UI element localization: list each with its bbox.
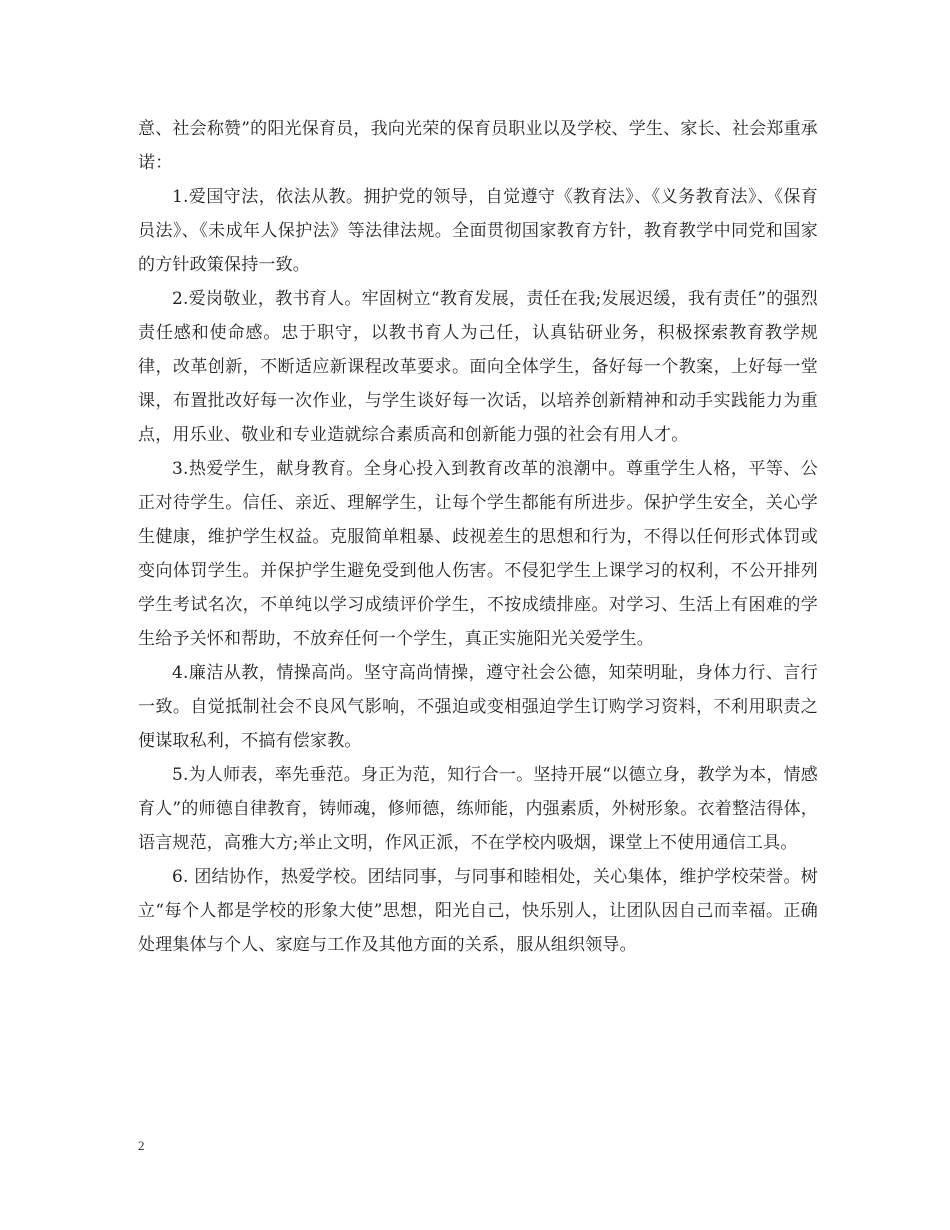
- paragraph-item-1: 1.爱国守法，依法从教。拥护党的领导，自觉遵守《教育法》、《义务教育法》、《保育员法》、《未成年人保护法》等法律法规。全面贯彻国家教育方针，教育教学中同党和国家的方针政策保持一致。: [138, 187, 818, 275]
- document-body: [138, 112, 818, 962]
- page-number: 2: [138, 1138, 145, 1153]
- paragraph-item-2: 2.爱岗敬业，教书育人。牢固树立“教育发展，责任在我;发展迟缓，我有责任”的强烈责任感和使命感。忠于职守，以教书育人为己任，认真钻研业务，积极探索教育教学规律，改革创新，不断适应新课程改革要求。面向全体学生，备好每一个教案，上好每一堂课，布置批改好每一次作业，与学生谈好每一次话，以培养创新精神和动手实践能力为重点，用乐业、敬业和专业造就综合素质高和创新能力强的社会有用人才。: [138, 289, 818, 445]
- paragraph-item-5: 5.为人师表，率先垂范。身正为范，知行合一。坚持开展“以德立身，教学为本，情感育人”的师德自律教育，铸师魂，修师德，练师能，内强素质，外树形象。衣着整洁得体，语言规范，高雅大方;举止文明，作风正派，不在学校内吸烟，课堂上不使用通信工具。: [138, 765, 818, 853]
- paragraph-intro: 意、社会称赞”的阳光保育员，我向光荣的保育员职业以及学校、学生、家长、社会郑重承诺：: [138, 119, 818, 173]
- paragraph-item-4: 4.廉洁从教，情操高尚。坚守高尚情操，遵守社会公德，知荣明耻，身体力行、言行一致。自觉抵制社会不良风气影响，不强迫或变相强迫学生订购学习资料，不利用职责之便谋取私利，不搞有偿家教。: [138, 663, 818, 751]
- paragraph-item-6: 6. 团结协作，热爱学校。团结同事，与同事和睦相处，关心集体，维护学校荣誉。树立“每个人都是学校的形象大使”思想，阳光自己，快乐别人，让团队因自己而幸福。正确处理集体与个人、家庭与工作及其他方面的关系，服从组织领导。: [138, 867, 818, 955]
- paragraph-item-3: 3.热爱学生，献身教育。全身心投入到教育改革的浪潮中。尊重学生人格，平等、公正对待学生。信任、亲近、理解学生，让每个学生都能有所进步。保护学生安全，关心学生健康，维护学生权益。克服简单粗暴、歧视差生的思想和行为，不得以任何形式体罚或变向体罚学生。并保护学生避免受到他人伤害。不侵犯学生上课学习的权利，不公开排列学生考试名次，不单纯以学习成绩评价学生，不按成绩排座。对学习、生活上有困难的学生给予关怀和帮助，不放弃任何一个学生，真正实施阳光关爱学生。: [138, 459, 818, 649]
